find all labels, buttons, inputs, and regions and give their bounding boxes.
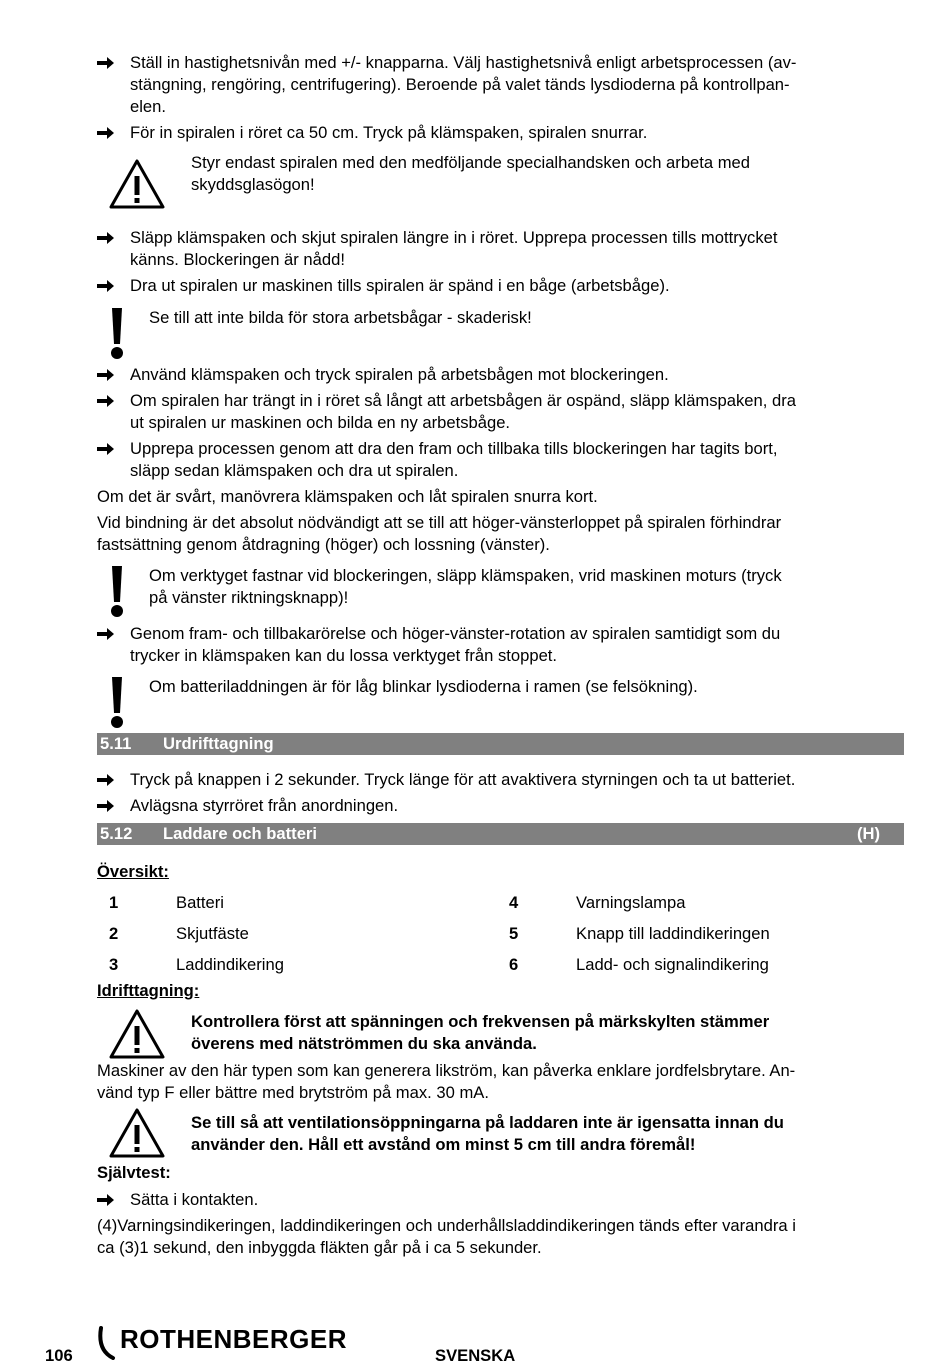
bullet-text: Dra ut spiralen ur maskinen tills spiralen är spänd i en båge (arbetsbåge). <box>130 276 670 295</box>
arrow-right-icon <box>97 623 115 641</box>
section-number: 5.12 <box>100 824 133 843</box>
overview-number: 6 <box>509 955 519 974</box>
overview-label: Batteri <box>176 893 224 912</box>
bullet-item <box>97 122 897 144</box>
bullet-text: Ställ in hastighetsnivån med +/- knapparna. Välj hastighetsnivå enligt arbetsprocessen (av- stängning, rengöring, centrifugering). Beroende på valet tänds lysdioderna på kontrollpan- elen. <box>130 53 797 116</box>
arrow-right-icon <box>97 122 115 140</box>
section-number: 5.11 <box>100 734 132 753</box>
bullet-item <box>97 364 897 386</box>
paragraph: (4)Varningsindikeringen, laddindikeringen och underhållsladdindikeringen tänds efter varandra i ca (3)1 sekund, den inbyggda fläkten går på i ca 5 sekunder. <box>97 1216 796 1257</box>
overview-number: 4 <box>509 893 519 912</box>
exclamation-icon <box>106 675 128 735</box>
arrow-right-icon <box>97 364 115 382</box>
overview-label: Ladd- och signalindikering <box>576 955 769 974</box>
arrow-right-icon <box>97 438 115 456</box>
paragraph: Vid bindning är det absolut nödvändigt att se till att höger-vänsterloppet på spiralen förhindrar fastsättning genom åtdragning (höger) och lossning (vänster). <box>97 513 782 554</box>
bullet-text: Använd klämspaken och tryck spiralen på arbetsbågen mot blockeringen. <box>130 365 669 384</box>
arrow-right-icon <box>97 390 115 408</box>
paragraph: Maskiner av den här typen som kan generera likström, kan påverka enklare jordfelsbrytare. An- vänd typ F eller bättre med brytström på max. 30 mA. <box>97 1061 796 1102</box>
overview-label: Varningslampa <box>576 893 686 912</box>
bullet-item <box>97 390 897 434</box>
exclamation-icon <box>106 564 128 624</box>
bullet-item <box>97 438 897 482</box>
section-heading-5-11 <box>97 733 904 755</box>
bullet-item <box>97 1189 897 1211</box>
warning-text: Se till så att ventilationsöppningarna på laddaren inte är igensatta innan du använder den. Håll ett avstånd om minst 5 cm till andra föremål! <box>191 1113 784 1154</box>
bullet-text: För in spiralen i röret ca 50 cm. Tryck på klämspaken, spiralen snurrar. <box>130 123 648 142</box>
warning-text: Kontrollera först att spänningen och frekvensen på märkskylten stämmer överens med nätströmmen du ska använda. <box>191 1012 770 1053</box>
arrow-right-icon <box>97 52 115 70</box>
bullet-item <box>97 769 897 791</box>
overview-number: 5 <box>509 924 519 943</box>
bullet-text: Sätta i kontakten. <box>130 1190 259 1209</box>
brand-name: ROTHENBERGER <box>120 1324 348 1354</box>
overview-number: 3 <box>109 955 119 974</box>
note-text: Se till att inte bilda för stora arbetsbågar - skaderisk! <box>149 308 532 327</box>
bullet-text: Genom fram- och tillbakarörelse och höger-vänster-rotation av spiralen samtidigt som du trycker in klämspaken kan du lossa verktyget från stoppet. <box>130 624 781 665</box>
bullet-text: Om spiralen har trängt in i röret så långt att arbetsbågen är ospänd, släpp klämspaken, dra ut spiralen ur maskinen och bilda en ny arbetsbåge. <box>130 391 796 432</box>
warning-triangle-icon <box>108 1107 166 1165</box>
bullet-item <box>97 227 897 271</box>
note-text: Om batteriladdningen är för låg blinkar lysdioderna i ramen (se felsökning). <box>149 677 698 696</box>
bullet-text: Släpp klämspaken och skjut spiralen längre in i röret. Upprepa processen tills mottrycket känns. Blockeringen är nådd! <box>130 228 778 269</box>
arrow-right-icon <box>97 1189 115 1207</box>
overview-label: Skjutfäste <box>176 924 249 943</box>
overview-label: Laddindikering <box>176 955 284 974</box>
section-title: Laddare och batteri <box>163 824 317 843</box>
arrow-right-icon <box>97 795 115 813</box>
exclamation-icon <box>106 306 128 366</box>
language-label: SVENSKA <box>435 1346 516 1365</box>
bullet-text: Upprepa processen genom att dra den fram och tillbaka tills blockeringen har tagits bort, släpp sedan klämspaken och dra ut spiralen. <box>130 439 778 480</box>
overview-number: 2 <box>109 924 119 943</box>
arrow-right-icon <box>97 227 115 245</box>
section-figure-ref: (H) <box>856 824 880 843</box>
overview-label: Knapp till laddindikeringen <box>576 924 770 943</box>
section-heading-5-12 <box>97 823 904 845</box>
arrow-right-icon <box>97 275 115 293</box>
warning-triangle-icon <box>108 1008 166 1066</box>
selftest-heading: Självtest: <box>97 1163 171 1182</box>
bullet-text: Tryck på knappen i 2 sekunder. Tryck länge för att avaktivera styrningen och ta ut batteriet. <box>130 770 796 789</box>
warning-text: Styr endast spiralen med den medföljande specialhandsken och arbeta med skyddsglasögon! <box>191 153 751 194</box>
overview-heading: Översikt: <box>97 862 169 881</box>
bullet-text: Avlägsna styrröret från anordningen. <box>130 796 399 815</box>
overview-number: 1 <box>109 893 119 912</box>
page-number: 106 <box>45 1346 73 1365</box>
bullet-item <box>97 623 897 667</box>
bullet-item <box>97 795 897 817</box>
warning-triangle-icon <box>108 158 166 216</box>
bullet-item <box>97 275 897 297</box>
bullet-item <box>97 52 897 118</box>
section-title: Urdrifttagning <box>163 734 274 753</box>
paragraph: Om det är svårt, manövrera klämspaken och låt spiralen snurra kort. <box>97 487 598 506</box>
note-text: Om verktyget fastnar vid blockeringen, släpp klämspaken, vrid maskinen moturs (tryck på vänster riktningsknapp)! <box>149 566 782 607</box>
arrow-right-icon <box>97 769 115 787</box>
commissioning-heading: Idrifttagning: <box>97 981 200 1000</box>
